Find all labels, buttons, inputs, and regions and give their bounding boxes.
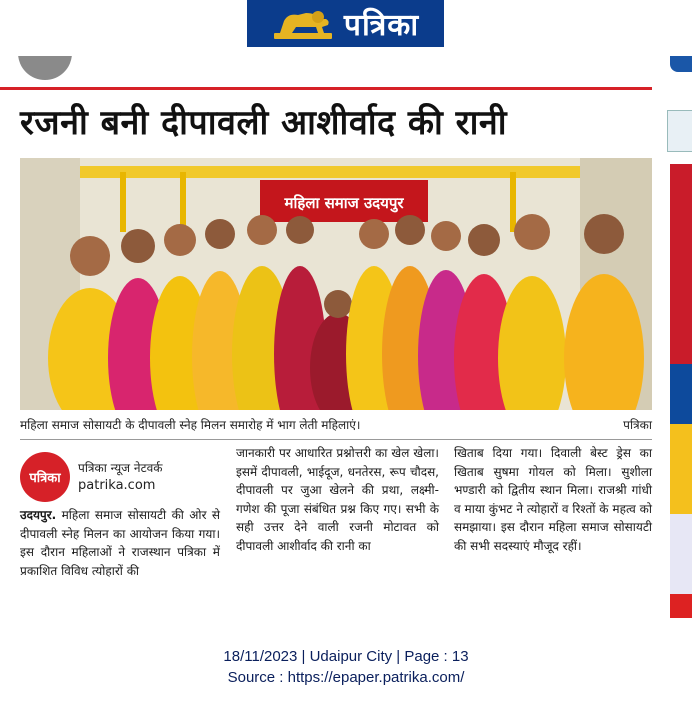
article-column-1 xyxy=(20,506,220,580)
patrika-badge-icon: पत्रिका xyxy=(20,452,70,502)
group-photo-illustration xyxy=(20,158,652,410)
lion-emblem-icon xyxy=(272,7,334,41)
network-name: पत्रिका न्यूज नेटवर्क xyxy=(78,461,163,475)
adjacent-advert-strip xyxy=(660,56,692,618)
photo-caption-row xyxy=(20,416,652,434)
footer-source: Source : https://epaper.patrika.com/ xyxy=(227,669,465,686)
masthead-logo xyxy=(247,0,444,47)
photo-caption: महिला समाज सोसायटी के दीपावली स्नेह मिलन समारोह में भाग लेती महिलाएं। xyxy=(20,418,361,432)
article-column-3: खिताब दिया गया। दिवाली बेस्ट ड्रेस का खिताब सुषमा गोयल को मिला। सुशीला भण्डारी को द्वितीय स्थान मिला। राजश्री गांधी व माया कुंभट ने त्योहारों व रिश्तों के महत्व को समझाया। इस दौरान महिला समाज सोसायटी की सभी सदस्याएं मौजूद रहीं। xyxy=(454,446,652,553)
news-network-byline xyxy=(20,452,230,502)
newspaper-clipping xyxy=(0,56,692,618)
caption-rule xyxy=(20,439,652,440)
headline: रजनी बनी दीपावली आशीर्वाद की रानी xyxy=(20,103,508,143)
article-column-2: जानकारी पर आधारित प्रश्नोत्तरी का खेल खेला। इसमें दीपावली, भाईदूज, धनतेरस, रूप चौदस, दीपावली पर जुआ खेलने की प्रथा, लक्ष्मी-गणेश की पूजा संबंधित प्रश्न किए गए। सभी के सही उत्तर देने वाली रजनी मोटावत को दीपावली आशीर्वाद की रानी का xyxy=(236,446,439,553)
event-photo xyxy=(20,158,652,410)
source-footer xyxy=(0,646,692,688)
dateline-place: उदयपुर. xyxy=(20,508,57,522)
network-url: patrika.com xyxy=(78,478,156,493)
footer-date-page: 18/11/2023 | Udaipur City | Page : 13 xyxy=(223,648,469,665)
article-column-1-text: महिला समाज सोसायटी की ओर से दीपावली स्नेह मिलन का आयोजन किया गया। इस दौरान महिलाओं ने राजस्थान पत्रिका में प्रकाशित विविध त्योहारों की xyxy=(20,508,220,578)
section-divider xyxy=(0,87,652,90)
logo-wordmark: पत्रिका xyxy=(343,8,420,43)
photo-banner-text: महिला समाज उदयपुर xyxy=(284,194,404,212)
photo-credit: पत्रिका xyxy=(623,418,652,432)
author-photo-cut xyxy=(18,56,72,80)
previous-article-strip xyxy=(0,56,655,82)
